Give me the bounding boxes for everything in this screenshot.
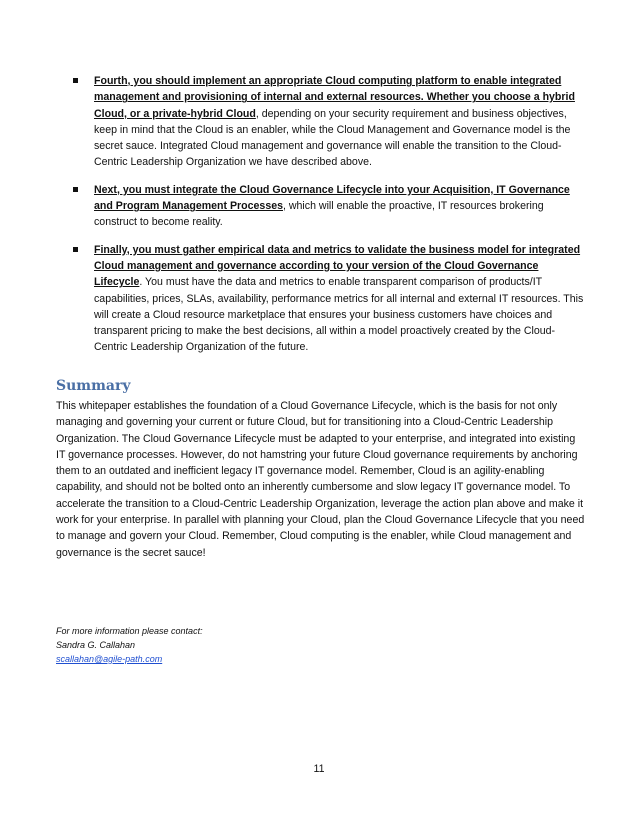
square-bullet-icon	[73, 187, 78, 192]
page-number: 11	[313, 763, 325, 775]
bullet-emphasis: Finally, you must gather empirical data and metrics to validate the business model for integrated Cloud management and governance according to your version of the Cloud Governance Lifecycle	[94, 243, 581, 289]
section-heading: Summary	[56, 378, 131, 394]
list-item	[70, 73, 585, 171]
contact-intro: For more information please contact:	[56, 626, 203, 636]
contact-email-link[interactable]: scallahan@agile-path.com	[56, 654, 163, 664]
list-item	[70, 182, 585, 231]
square-bullet-icon	[73, 78, 78, 83]
action-plan-list	[70, 73, 585, 367]
list-item	[70, 242, 585, 356]
bullet-emphasis: Next, you must integrate the Cloud Governance Lifecycle into your Acquisition, IT Governance and Program Management Processes	[94, 183, 570, 213]
bullet-emphasis: Fourth, you should implement an appropriate Cloud computing platform to enable integrated management and provisioning of internal and external resources. Whether you choose a hybrid Cloud, or a private-hybrid Cloud	[94, 75, 575, 120]
bullet-text: . You must have the data and metrics to enable transparent comparison of products/IT capabilities, prices, SLAs, availability, performance metrics for all internal and external IT resources. This will create a Cloud resource marketplace that ensures your business customers have choices and transparent pricing to make the best decisions, all within a model proactively created by the Cloud-Centric Leadership Organization of the future.	[94, 276, 584, 354]
summary-paragraph: This whitepaper establishes the foundation of a Cloud Governance Lifecycle, which is the basis for not only managing and governing your current or future Cloud, but for transitioning into a Cloud-Centric Leadership Organization. The Cloud Governance Lifecycle must be adapted to your enterprise, and integrated into existing IT governance processes. However, do not hamstring your future Cloud governance requirements by anchoring them to an outdated and inefficient legacy IT governance model. Remember, Cloud is an agility-enabling capability, and should not be bolted onto an inherently cumbersome and slow legacy IT governance model. To accelerate the transition to a Cloud-Centric Leadership Organization, leverage the action plan above and make it work for your enterprise. In parallel with planning your Cloud, plan the Cloud Governance Lifecycle that you need to manage and govern your Cloud. Remember, Cloud computing is the enabler, while Cloud management and governance is the secret sauce!	[56, 400, 585, 559]
contact-block	[56, 624, 356, 666]
bullet-text: , depending on your security requirement and business objectives, keep in mind that the Cloud is an enabler, while the Cloud Management and Governance model is the secret sauce. Integrated Cloud management and governance will enable the transition to the Cloud-Centric Leadership Organization we have described above.	[94, 107, 571, 169]
bullet-text: , which will enable the proactive, IT resources brokering construct to become reality.	[94, 200, 544, 229]
square-bullet-icon	[73, 247, 78, 252]
contact-name: Sandra G. Callahan	[56, 640, 136, 650]
